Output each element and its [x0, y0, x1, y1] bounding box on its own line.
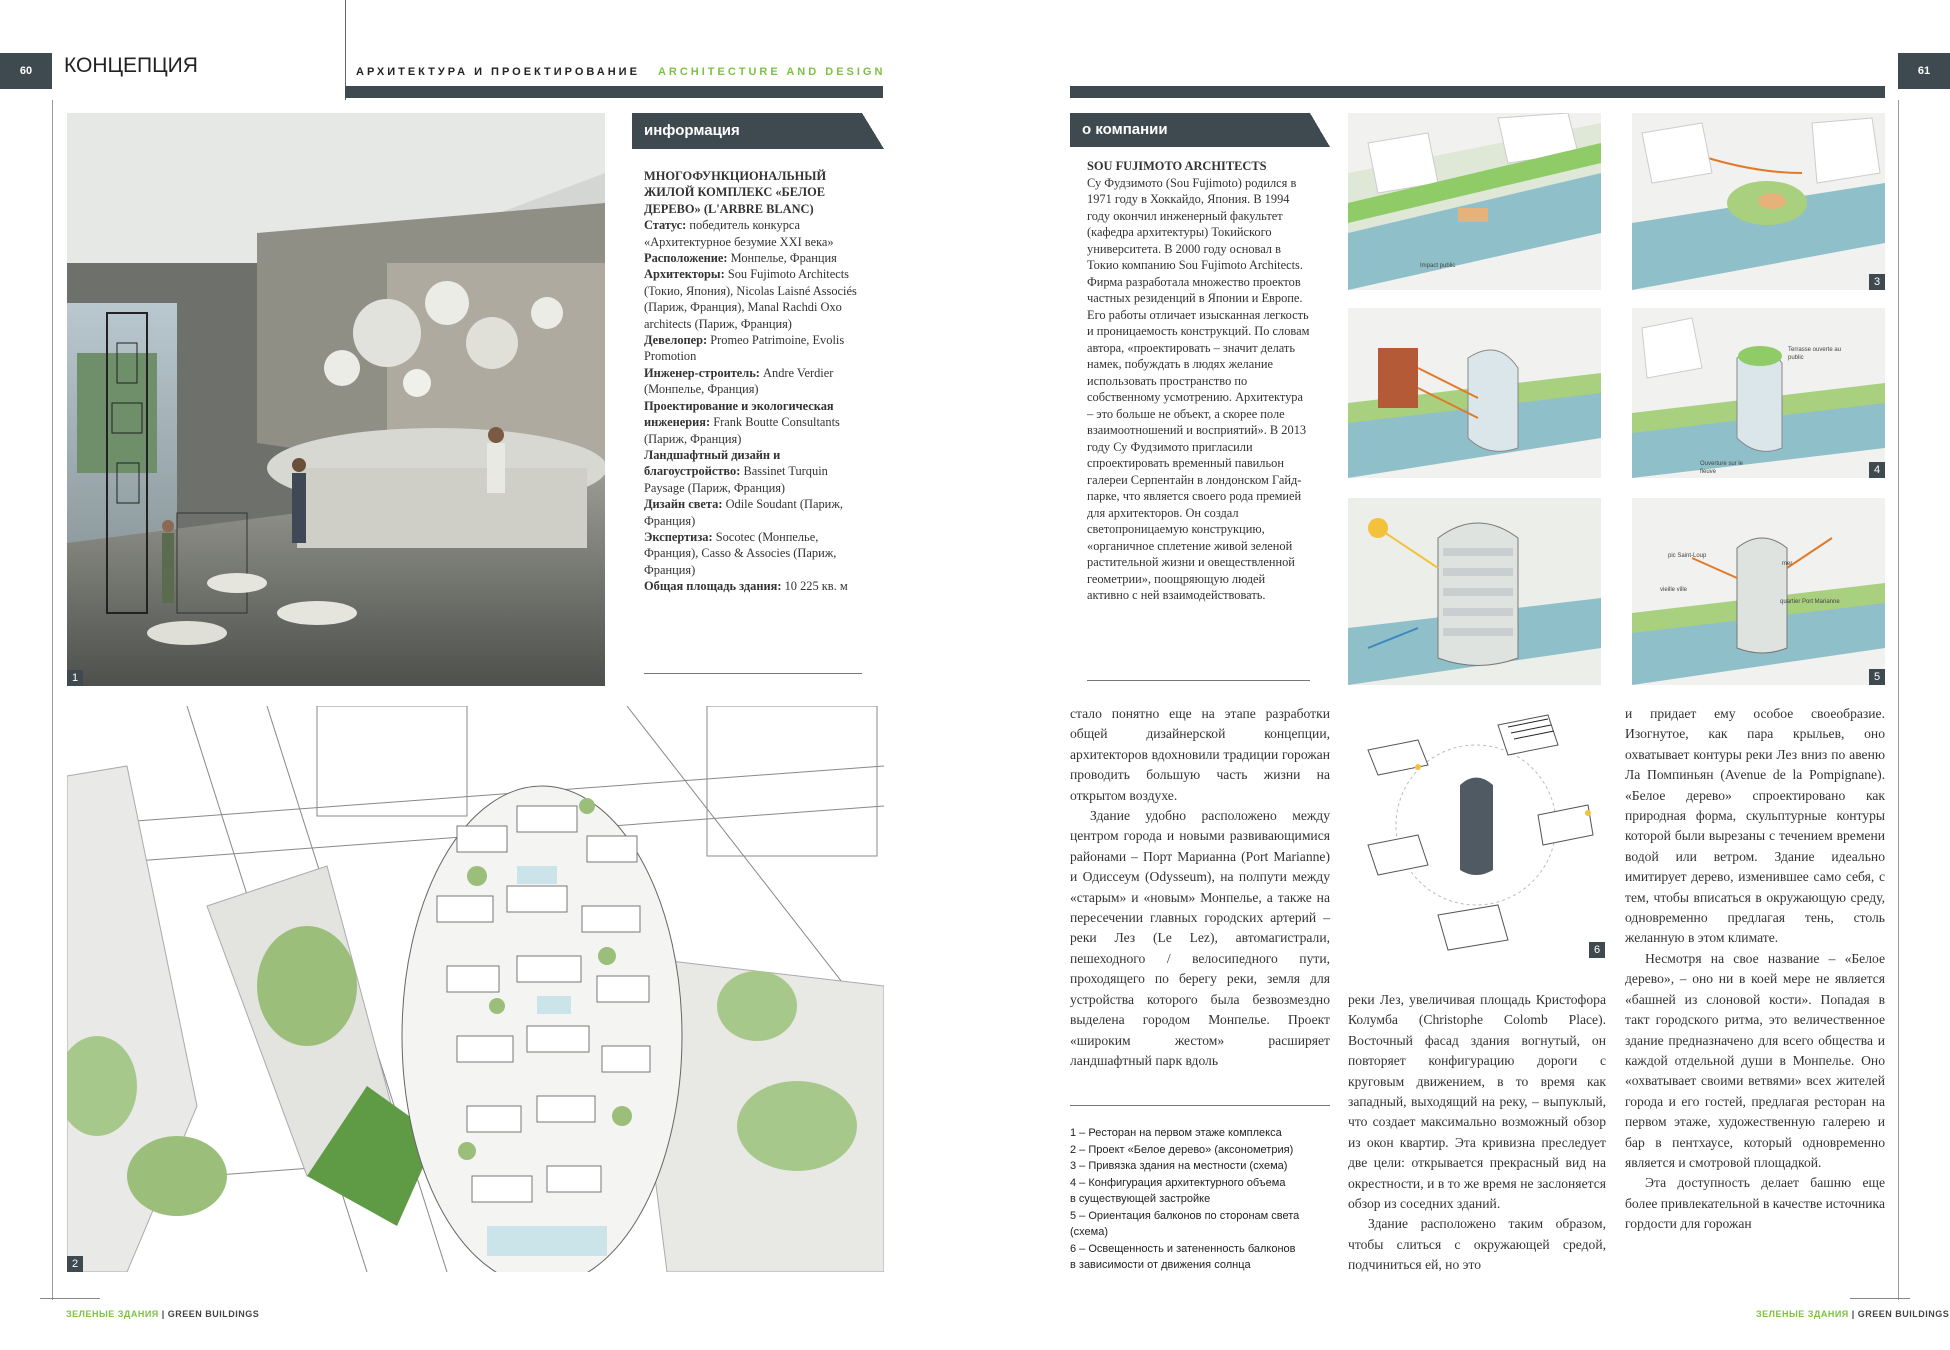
diag5-note-d: quartier Port Marianne [1780, 599, 1840, 605]
about-tab-corner [1310, 113, 1330, 147]
info-label: Дизайн света: [644, 497, 723, 512]
info-value: 10 225 кв. м [784, 579, 848, 594]
right-edge-line [1898, 100, 1899, 1300]
info-value: Odile Soudant (Париж, Франция) [644, 497, 843, 528]
figure-4-label: 4 [1869, 462, 1885, 478]
info-title: МНОГОФУНКЦИОНАЛЬНЫЙ ЖИЛОЙ КОМПЛЕКС «БЕЛОЕ ДЕРЕВО» (L'ARBRE BLANC) [644, 169, 827, 216]
info-value: Promeo Patrimoine, Evolis Promotion [644, 333, 845, 364]
about-tab: о компании [1070, 113, 1322, 147]
info-value: Andre Verdier (Монпелье, Франция) [644, 365, 834, 397]
article-paragraph: стало понятно еще на этапе разработки общей дизайнерской концепции, архитекторов вдохновили традиции горожан проводить большую часть жизни на открытом воздухе. [1070, 706, 1330, 803]
info-value: Sou Fujimoto Architects (Токио, Япония), Nicolas Laisné Associés (Париж, Франция), Manal Rachdi Oxo architects (Париж, Франция) [644, 267, 857, 331]
caption: в существующей застройке [1070, 1193, 1211, 1205]
article-paragraph: реки Лез, увеличивая площадь Кристофора Колумба (Christophe Colomb Place). Восточный фасад здания вогнутый, он повторяет конфигурацию дороги с круговым движением, в то время как западный, выходящий на реку, – выпуклый, что создает максимально возможный обзор из окон квартир. Эта кривизна преследует две цели: открывается прекрасный вид на окрестности, и в то же время не заслоняется обзор из соседних зданий. [1348, 992, 1606, 1212]
article-paragraph: Эта доступность делает башню еще более привлекательной в качестве источника гордости для горожан [1625, 1175, 1885, 1232]
caption: 5 – Ориентация балконов по сторонам света [1070, 1209, 1300, 1222]
footer-line-right [1850, 1298, 1910, 1299]
info-value: Socotec (Монпелье, Франция), Casso & Associes (Париж, Франция) [644, 529, 837, 577]
info-value: Монпелье, Франция [730, 251, 837, 266]
article-paragraph: Несмотря на свое название – «Белое дерево», – оно ни в коей мере не является «башней из слоновой кости». Попадая в такт городского ритма, это величественное здание предназначено для всего общества и каждой отдельной души в Монпелье. Оно «охватывает своими ветвями» всех жителей города и его гостей, предлагая ресторан на первом этаже, художественную галерею и бар в пентхаусе, который одновременно является и смотровой площадкой. [1625, 950, 1885, 1170]
diagram-light [1348, 705, 1605, 958]
info-entry [644, 398, 868, 447]
info-entry [644, 266, 868, 332]
header-divider [345, 0, 346, 100]
diagram-volume-2 [1632, 308, 1885, 478]
article-paragraph: Здание расположено таким образом, чтобы слиться с окружающей средой, подчиниться ей, но это [1348, 1216, 1606, 1273]
info-label: Ландшафтный дизайн и благоустройство: [644, 447, 781, 479]
header-bar-right [1070, 86, 1885, 98]
diag4-note-a: Terrasse ouverte au public [1788, 347, 1842, 361]
info-label: Девелопер: [644, 333, 708, 348]
info-bottom-rule [644, 673, 862, 674]
left-edge-line [52, 100, 53, 1300]
rubric-ru: АРХИТЕКТУРА И ПРОЕКТИРОВАНИЕ [356, 66, 640, 78]
info-entry [644, 217, 868, 250]
header-bar-left [345, 86, 883, 98]
footer-right-sep: | [1848, 1309, 1858, 1319]
info-entry [644, 250, 868, 266]
caption: в зависимости от движения солнца [1070, 1259, 1251, 1271]
caption: 4 – Конфигурация архитектурного объема [1070, 1176, 1286, 1189]
caption: 3 – Привязка здания на местности (схема) [1070, 1160, 1288, 1172]
article-col-2 [1348, 990, 1606, 1276]
info-value: Bassinet Turquin Paysage (Париж, Франция) [644, 464, 828, 495]
footer-line-left [40, 1298, 100, 1299]
section-title: КОНЦЕПЦИЯ [64, 54, 198, 77]
info-label: Архитекторы: [644, 267, 725, 282]
caption: 1 – Ресторан на первом этаже комплекса [1070, 1127, 1282, 1139]
info-entry [644, 578, 868, 594]
info-label: Инженер-строитель: [644, 365, 760, 380]
figure-axonometry [67, 706, 884, 1272]
diagram-volume-1 [1348, 308, 1601, 478]
footer-left-sep: | [158, 1309, 168, 1319]
info-entry [644, 365, 868, 398]
diag5-note-c: vieille ville [1660, 587, 1688, 593]
info-label: Общая площадь здания: [644, 579, 782, 594]
rubric-en: ARCHITECTURE AND DESIGN [657, 66, 886, 78]
diag5-note-a: pic Saint-Loup [1668, 553, 1707, 559]
figure-5-label: 5 [1869, 669, 1885, 685]
about-bottom-rule [1087, 680, 1310, 681]
rubric [356, 62, 885, 80]
diag5-note-b: mer [1782, 561, 1793, 567]
info-label: Расположение: [644, 251, 728, 266]
info-entry [644, 447, 868, 496]
info-tab: информация [632, 113, 874, 149]
figure-1-label: 1 [67, 670, 83, 686]
left-page-number: 60 [0, 53, 52, 89]
article-col-1 [1070, 704, 1330, 1071]
footer-left [66, 1309, 259, 1319]
footer-left-en: GREEN BUILDINGS [167, 1309, 260, 1319]
diagram-site-2 [1632, 113, 1885, 290]
footer-right-en: GREEN BUILDINGS [1857, 1309, 1950, 1319]
figure-6-label: 6 [1589, 942, 1605, 958]
info-entry [644, 529, 868, 578]
figure-3-label: 3 [1869, 274, 1885, 290]
diagram-site-1 [1348, 113, 1601, 290]
about-title: SOU FUJIMOTO ARCHITECTS [1087, 159, 1267, 173]
info-label: Проектирование и экологическая инженерия: [644, 398, 834, 430]
diag4-note-b: Ouverture sur le fleuve [1700, 461, 1744, 475]
article-paragraph: Здание удобно расположено между центром города и новыми развивающимися районами – Порт Марианна (Port Marianne) и Одиссеум (Odysseum), на полпути между «старым» и «новым» Монпелье, а также на пересечении главных городских артерий – реки Лез (Le Lez), автомагистрали, пешеходного / велосипедного пути, проходящего по берегу реки, земля для устройства которого была безвозмездно выделена городом Монпелье. Проект «широким жестом» расширяет ландшафтный парк вдоль [1070, 808, 1330, 1068]
article-col-3 [1625, 704, 1885, 1235]
figure-2-label: 2 [67, 1256, 83, 1272]
info-entry [644, 496, 868, 529]
figure-restaurant [67, 113, 605, 686]
caption: 6 – Освещенность и затененность балконов [1070, 1242, 1296, 1255]
footer-right [1756, 1309, 1949, 1319]
diagram-balcony-1 [1348, 498, 1601, 685]
caption: (схема) [1070, 1226, 1109, 1238]
info-label: Экспертиза: [644, 529, 713, 544]
about-box [1087, 158, 1310, 604]
figure-captions [1070, 1125, 1340, 1274]
article-paragraph: и придает ему особое своеобразие. Изогнутое, как пара крыльев, оно охватывает контуры реки Лез вниз по авеню Ла Помпиньян (Avenue de la Pompignane). «Белое дерево» спроектировано как природная форма, скульптурные контуры которой были вырезаны с течением времени водой или ветром. Здание идеально имитирует дерево, изменившее само себя, с тем, чтобы вписаться в окружающую среду, одновременно предлагая тень, столь желанную в этом климате. [1625, 706, 1885, 946]
about-text: Су Фудзимото (Sou Fujimoto) родился в 1971 году в Хоккайдо, Япония. В 1994 году окончил инженерный факультет (кафедра архитектуры) Токийского университета. В 2000 году основал в Токио компанию Sou Fujimoto Architects. Фирма разработала множество проектов частных резиденций в Японии и Европе. Его работы отличает изысканная легкость и проницаемость конструкций. По словам автора, «проектировать – значит делать намек, побуждать в людях желание использовать пространство по собственному усмотрению. Архитектура – это больше не объект, а скорее поле взаимоотношений и восприятий». В 2013 году Су Фудзимото пригласили спроектировать временный павильон галереи Серпентайн в лондонском Гайд-парке, что является своего рода премией для архитекторов. Он создал светопроницаемую конструкцию, «органичное сплетение живой зеленой растительной жизни и овеществленной геометрии», поощряющую людей активно с ней взаимодействовать. [1087, 175, 1310, 602]
footer-right-ru: ЗЕЛЕНЫЕ ЗДАНИЯ [1756, 1309, 1849, 1319]
info-value: победитель конкурса «Архитектурное безумие XXI века» [644, 218, 834, 249]
footer-left-ru: ЗЕЛЕНЫЕ ЗДАНИЯ [66, 1309, 159, 1319]
right-page-number: 61 [1898, 53, 1950, 89]
caption: 2 – Проект «Белое дерево» (аксонометрия) [1070, 1143, 1294, 1156]
info-value: Frank Boutte Consultants (Париж, Франция) [644, 415, 840, 446]
info-entry [644, 332, 868, 365]
info-tab-corner [862, 113, 884, 149]
diag3-note: Impact public [1420, 263, 1456, 269]
info-box [644, 168, 868, 595]
info-label: Статус: [644, 218, 687, 233]
captions-rule [1070, 1105, 1330, 1106]
